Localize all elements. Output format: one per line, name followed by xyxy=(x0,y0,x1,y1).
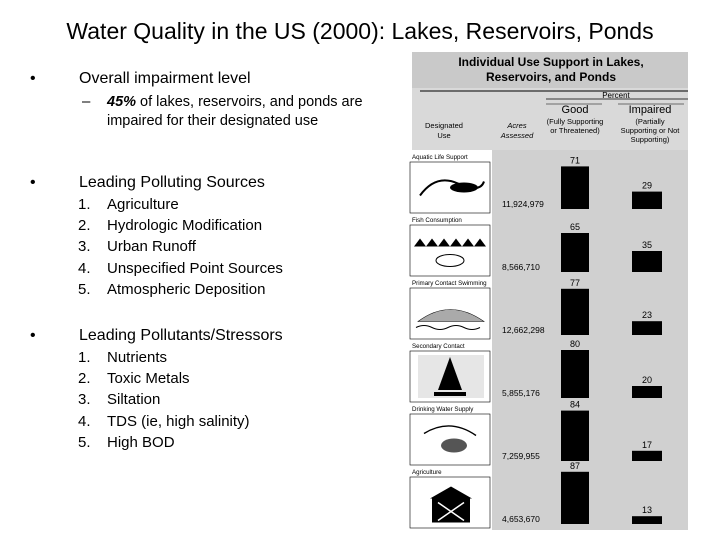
acres-value: 5,855,176 xyxy=(502,388,540,398)
figure-title-line2: Reservoirs, and Ponds xyxy=(485,70,617,84)
good-bar xyxy=(561,166,589,209)
pollutant-item-number: 4. xyxy=(78,412,91,430)
good-bar xyxy=(561,233,589,272)
pollutant-item-label: TDS (ie, high salinity) xyxy=(107,412,250,430)
good-value: 65 xyxy=(569,222,581,232)
acres-value: 11,924,979 xyxy=(502,199,544,209)
percent-label: Percent xyxy=(602,91,630,100)
good-value: 80 xyxy=(569,339,581,349)
good-sub-1: (Fully Supporting xyxy=(546,117,604,126)
impaired-sub-2: Supporting or Not xyxy=(620,126,680,135)
impaired-sub-1: (Partially xyxy=(635,117,665,126)
source-item-label: Atmospheric Deposition xyxy=(107,280,266,298)
source-item-label: Agriculture xyxy=(107,196,179,213)
acres-value: 8,566,710 xyxy=(502,262,540,272)
source-item-label: Unspecified Point Sources xyxy=(107,259,283,277)
slide-title: Water Quality in the US (2000): Lakes, Reservoirs, Ponds xyxy=(66,18,654,44)
fish-icon xyxy=(450,183,478,193)
source-item xyxy=(78,236,283,257)
pollutant-item-number: 5. xyxy=(78,433,91,451)
impaired-bar xyxy=(632,251,662,272)
hull-icon xyxy=(434,392,466,396)
use-label: Fish Consumption xyxy=(412,217,462,224)
use-pictogram xyxy=(410,225,490,276)
acres-value: 12,662,298 xyxy=(502,325,545,335)
good-bar xyxy=(561,289,589,335)
good-value: 87 xyxy=(569,460,581,471)
sources-list xyxy=(78,194,283,300)
impaired-bar xyxy=(632,192,662,209)
bullet-marker: • xyxy=(30,174,36,191)
impaired-bar xyxy=(632,321,662,335)
pollutant-item xyxy=(78,389,250,410)
col-designated-1: Designated xyxy=(425,121,463,130)
good-value: 84 xyxy=(569,399,581,410)
acres-value: 4,653,670 xyxy=(502,514,540,524)
impaired-value: 13 xyxy=(641,505,653,516)
section-heading-sources: Leading Polluting Sources xyxy=(79,174,265,191)
source-item xyxy=(78,258,283,279)
pollutant-item-label: High BOD xyxy=(107,433,175,451)
impaired-label: Impaired xyxy=(628,104,672,116)
impaired-value: 23 xyxy=(641,310,653,321)
col-designated-2: Use xyxy=(437,131,451,140)
impaired-sub-3: Supporting) xyxy=(630,135,670,144)
pollutant-item xyxy=(78,432,250,453)
source-item xyxy=(78,194,283,215)
good-sub-2: or Threatened) xyxy=(550,126,600,135)
bullet-marker: • xyxy=(30,327,36,344)
use-label: Drinking Water Supply xyxy=(412,406,474,413)
pollutant-item-number: 3. xyxy=(78,391,91,409)
good-value: 77 xyxy=(569,277,581,288)
acres-value: 7,259,955 xyxy=(502,451,540,461)
use-label: Aquatic Life Support xyxy=(412,154,468,161)
glass-icon xyxy=(441,439,467,453)
impairment-detail xyxy=(107,93,367,131)
pollutant-item xyxy=(78,411,250,432)
pollutant-item xyxy=(78,347,250,368)
source-item-number: 4. xyxy=(78,259,91,277)
impairment-text: of lakes, reservoirs, and ponds are impaired for their designated use xyxy=(107,94,363,129)
pollutants-list xyxy=(78,347,250,453)
section-heading-impairment: Overall impairment level xyxy=(79,70,251,87)
source-item-number: 5. xyxy=(78,280,91,298)
pollutant-item xyxy=(78,368,250,389)
source-item xyxy=(78,279,283,300)
good-label: Good xyxy=(561,104,589,116)
impaired-value: 35 xyxy=(641,240,653,250)
impaired-value: 20 xyxy=(641,375,653,385)
pollutant-item-label: Toxic Metals xyxy=(107,370,190,388)
impaired-value: 29 xyxy=(641,180,653,191)
impaired-bar xyxy=(632,386,662,398)
section-heading-pollutants: Leading Pollutants/Stressors xyxy=(79,327,283,344)
source-item-number: 1. xyxy=(78,196,91,213)
barn-icon xyxy=(432,499,470,523)
good-bar xyxy=(561,472,589,524)
use-label: Primary Contact Swimming xyxy=(412,280,487,287)
use-label: Secondary Contact xyxy=(412,343,465,350)
pollutant-item-label: Nutrients xyxy=(107,349,168,366)
pollutant-item-label: Siltation xyxy=(107,391,161,409)
bullet-marker: • xyxy=(30,70,36,87)
pollutant-item-number: 1. xyxy=(78,349,91,366)
source-item-number: 3. xyxy=(78,238,91,256)
pollutant-item-number: 2. xyxy=(78,370,91,388)
source-item-label: Hydrologic Modification xyxy=(107,217,263,235)
good-bar xyxy=(561,350,589,398)
col-acres-2: Assessed xyxy=(500,131,534,140)
impaired-value: 17 xyxy=(641,439,653,450)
use-support-figure xyxy=(406,52,690,530)
good-bar xyxy=(561,411,589,461)
good-value: 71 xyxy=(569,155,581,166)
col-acres-1: Acres xyxy=(507,121,527,130)
source-item-label: Urban Runoff xyxy=(107,238,196,256)
impairment-percent: 45% xyxy=(107,94,137,110)
source-item xyxy=(78,215,283,236)
impaired-bar xyxy=(632,516,662,524)
dash-marker: – xyxy=(82,93,91,110)
impaired-bar xyxy=(632,451,662,461)
figure-title-line1: Individual Use Support in Lakes, xyxy=(458,55,644,69)
use-label: Agriculture xyxy=(412,469,442,476)
source-item-number: 2. xyxy=(78,217,91,235)
